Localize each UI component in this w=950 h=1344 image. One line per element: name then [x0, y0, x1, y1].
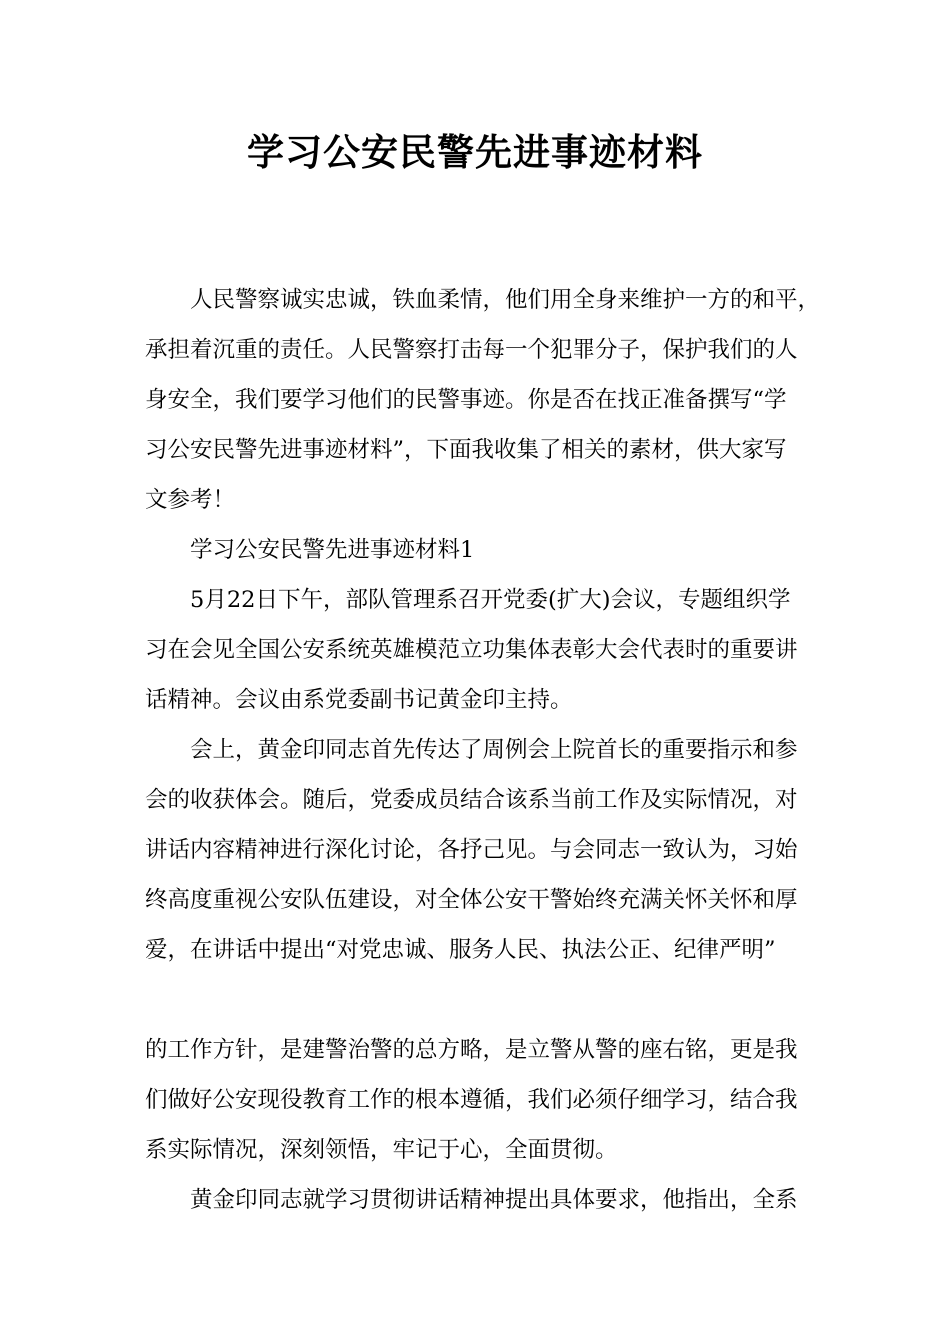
text-line: 会的收获体会。随后，党委成员结合该系当前工作及实际情况，对 — [145, 787, 798, 813]
text-line: 习公安民警先进事迹材料”，下面我收集了相关的素材，供大家写 — [145, 437, 787, 463]
text-line: 讲话内容精神进行深化讨论，各抒己见。与会同志一致认为，习始 — [145, 837, 798, 863]
text-line: 身安全，我们要学习他们的民警事迹。你是否在找正准备撰写“学 — [145, 387, 787, 413]
text-line: 5月22日下午，部队管理系召开党委(扩大)会议，专题组织学 — [190, 587, 791, 613]
text-line: 的工作方针，是建警治警的总方略，是立警从警的座右铭，更是我 — [145, 1037, 798, 1063]
document-title: 学习公安民警先进事迹材料 — [247, 131, 703, 174]
text-line: 人民警察诚实忠诚，铁血柔情，他们用全身来维护一方的和平， — [190, 287, 821, 313]
text-line: 们做好公安现役教育工作的根本遵循，我们必须仔细学习，结合我 — [145, 1087, 798, 1113]
text-line: 话精神。会议由系党委副书记黄金印主持。 — [145, 687, 573, 713]
text-line: 系实际情况，深刻领悟，牢记于心，全面贯彻。 — [145, 1137, 618, 1163]
text-line: 会上，黄金印同志首先传达了周例会上院首长的重要指示和参 — [190, 737, 798, 763]
text-line: 习在会见全国公安系统英雄模范立功集体表彰大会代表时的重要讲 — [145, 637, 798, 663]
text-line: 终高度重视公安队伍建设，对全体公安干警始终充满关怀关怀和厚 — [145, 887, 798, 913]
section-heading: 学习公安民警先进事迹材料1 — [190, 537, 475, 563]
text-line: 黄金印同志就学习贯彻讲话精神提出具体要求，他指出，全系 — [190, 1187, 798, 1213]
text-line: 承担着沉重的责任。人民警察打击每一个犯罪分子，保护我们的人 — [145, 337, 798, 363]
text-line: 爱，在讲话中提出“对党忠诚、服务人民、执法公正、纪律严明” — [145, 937, 776, 963]
text-line: 文参考！ — [145, 487, 236, 513]
